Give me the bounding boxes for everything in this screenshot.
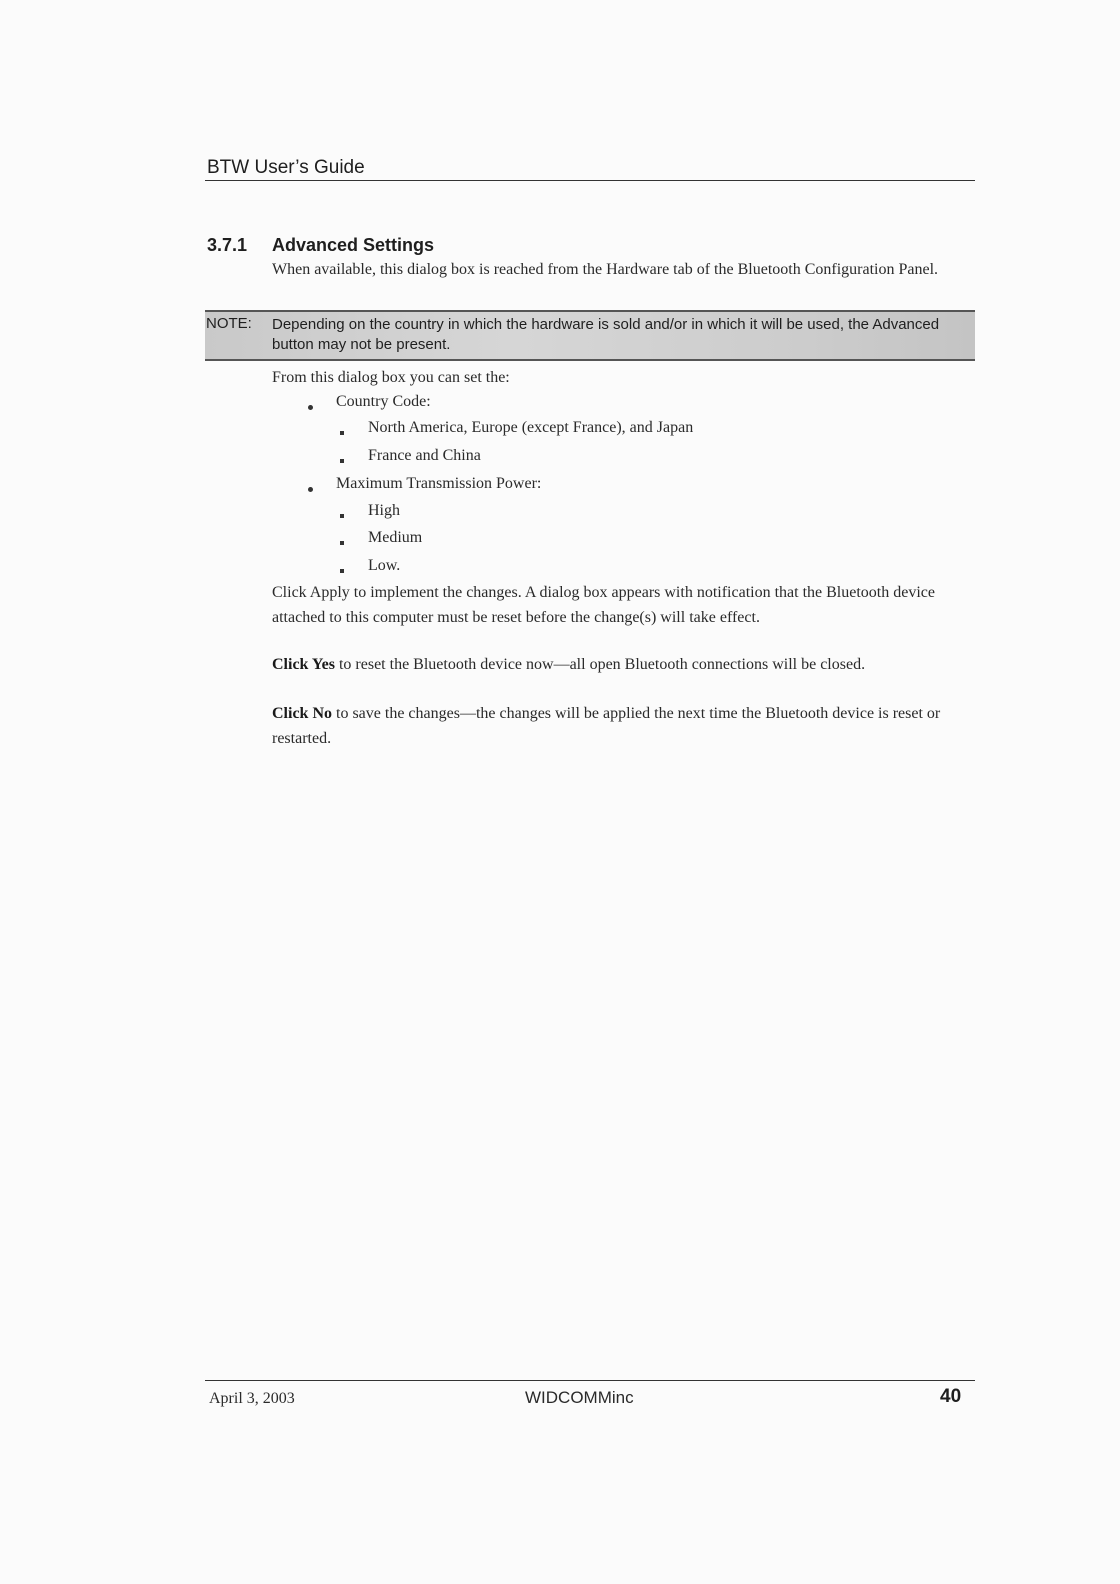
yes-paragraph bbox=[272, 652, 962, 677]
square-bullet-icon bbox=[340, 514, 344, 518]
bullet-icon bbox=[308, 405, 313, 410]
square-bullet-icon bbox=[340, 541, 344, 545]
no-paragraph bbox=[272, 701, 962, 751]
section-number: 3.7.1 bbox=[207, 235, 248, 255]
option-low: Low. bbox=[368, 557, 401, 574]
section-title: Advanced Settings bbox=[272, 235, 435, 255]
note-label: NOTE: bbox=[206, 315, 252, 332]
page-number: 40 bbox=[940, 1386, 962, 1407]
note-box bbox=[205, 310, 975, 361]
footer-company: WIDCOMMinc bbox=[525, 1388, 634, 1407]
bullet-icon bbox=[308, 487, 313, 492]
yes-text: to reset the Bluetooth device now—all open Bluetooth connections will be closed. bbox=[334, 656, 866, 673]
no-text: to save the changes—the changes will be applied the next time the Bluetooth device is reset or restarted. bbox=[272, 705, 941, 747]
square-bullet-icon bbox=[340, 431, 344, 435]
lead-paragraph: From this dialog box you can set the: bbox=[272, 369, 510, 386]
apply-paragraph: Click Apply to implement the changes. A dialog box appears with notification that the Bluetooth device attached to this computer must be reset before the change(s) will take effect. bbox=[272, 584, 935, 626]
setting-label-country-code: Country Code: bbox=[336, 393, 431, 410]
option-high: High bbox=[368, 502, 400, 519]
option-north-america: North America, Europe (except France), and Japan bbox=[368, 419, 694, 436]
footer-date: April 3, 2003 bbox=[209, 1390, 295, 1407]
setting-label-max-power: Maximum Transmission Power: bbox=[336, 475, 542, 492]
square-bullet-icon bbox=[340, 569, 344, 573]
no-bold-label: Click No bbox=[272, 705, 332, 722]
running-header: BTW User’s Guide bbox=[207, 157, 365, 178]
square-bullet-icon bbox=[340, 459, 344, 463]
option-france-china: France and China bbox=[368, 447, 481, 464]
footer-rule bbox=[205, 1380, 975, 1381]
header-rule bbox=[205, 180, 975, 181]
option-medium: Medium bbox=[368, 529, 423, 546]
intro-paragraph: When available, this dialog box is reached from the Hardware tab of the Bluetooth Configuration Panel. bbox=[272, 261, 939, 278]
yes-bold-label: Click Yes bbox=[272, 656, 335, 673]
note-text: Depending on the country in which the hardware is sold and/or in which it will be used, the Advanced button may not be present. bbox=[272, 316, 940, 353]
